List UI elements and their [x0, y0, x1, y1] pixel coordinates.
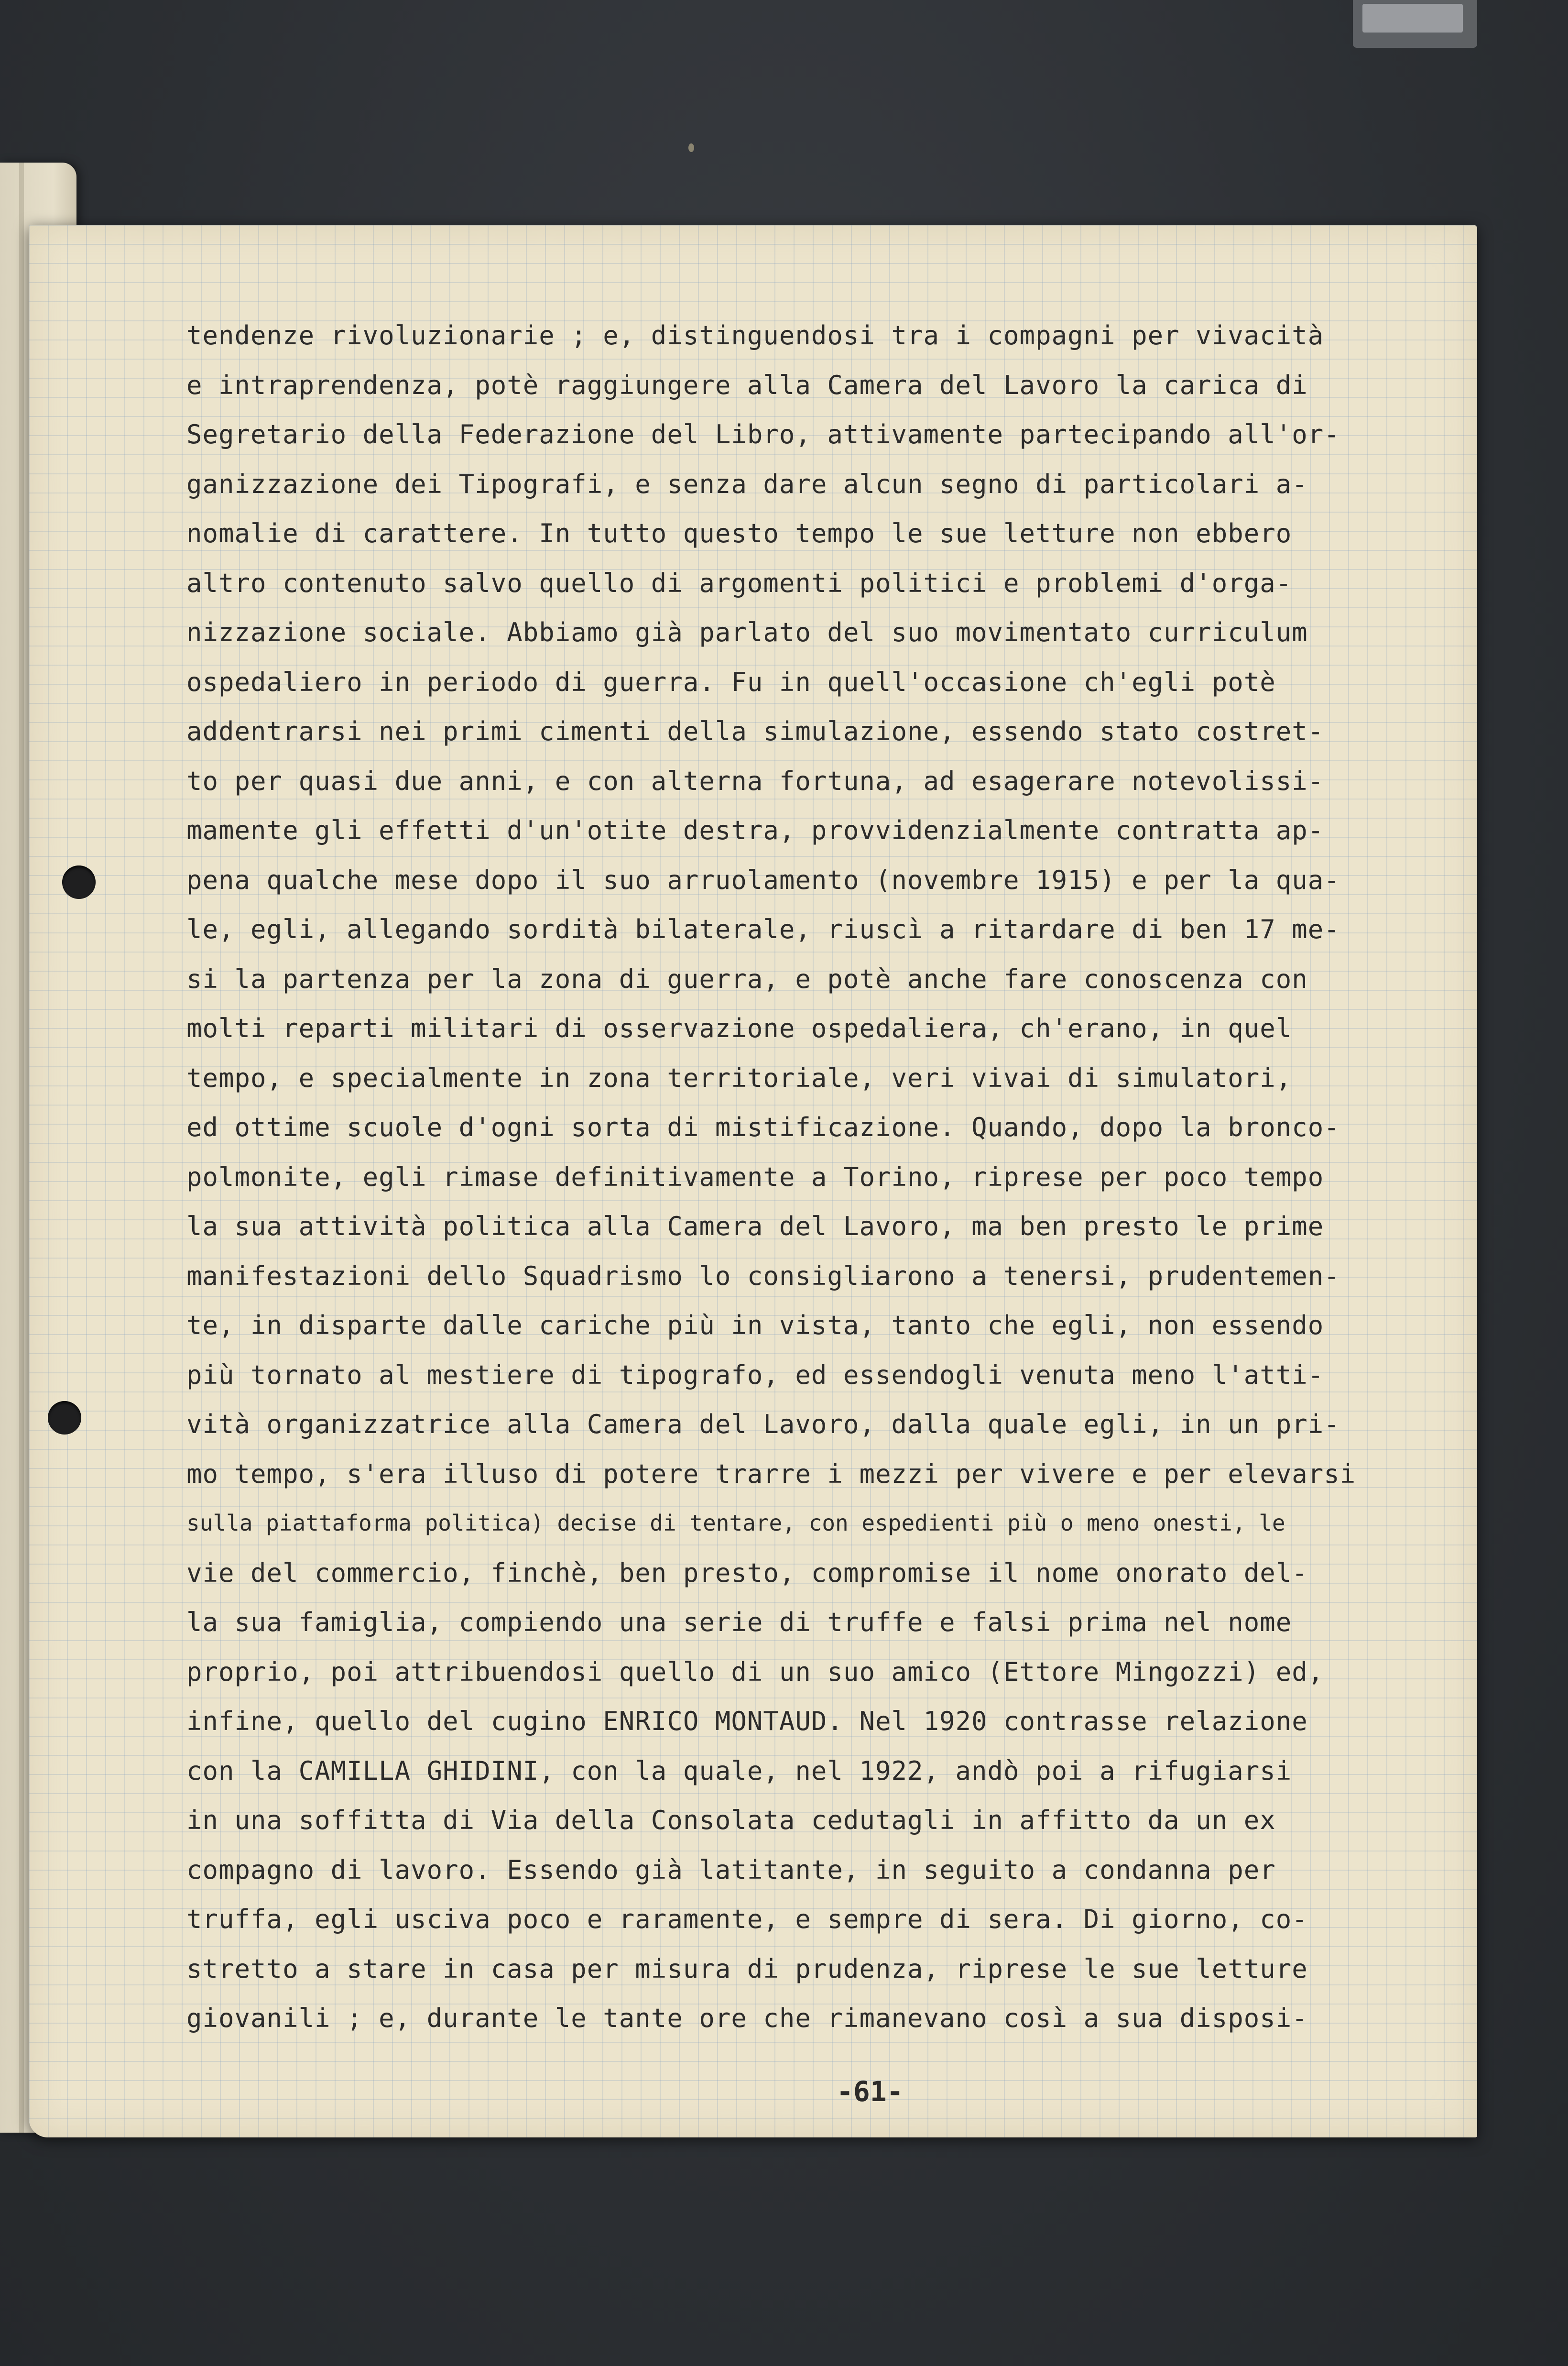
text-line: più tornato al mestiere di tipografo, ed essendogli venuta meno l'atti-: [186, 1359, 1324, 1390]
text-line: polmonite, egli rimase definitivamente a Torino, riprese per poco tempo: [186, 1161, 1324, 1192]
text-line: nomalie di carattere. In tutto questo tempo le sue letture non ebbero: [186, 518, 1292, 548]
text-line: la sua attività politica alla Camera del Lavoro, ma ben presto le prime: [186, 1211, 1324, 1241]
text-line: ed ottime scuole d'ogni sorta di mistificazione. Quando, dopo la bronco-: [186, 1112, 1340, 1142]
text-line: pena qualche mese dopo il suo arruolamento (novembre 1915) e per la qua-: [186, 865, 1340, 895]
text-line: to per quasi due anni, e con alterna fortuna, ad esagerare notevolissi-: [186, 766, 1324, 796]
text-line: in una soffitta di Via della Consolata cedutagli in affitto da un ex: [186, 1805, 1276, 1835]
text-line: altro contenuto salvo quello di argomenti politici e problemi d'orga-: [186, 568, 1292, 598]
text-line: si la partenza per la zona di guerra, e potè anche fare conoscenza con: [186, 964, 1308, 994]
text-line: vie del commercio, finchè, ben presto, compromise il nome onorato del-: [186, 1557, 1308, 1588]
text-line: mo tempo, s'era illuso di potere trarre i mezzi per vivere e per elevarsi: [186, 1458, 1356, 1489]
text-line: tendenze rivoluzionarie ; e, distinguendosi tra i compagni per vivacità: [186, 320, 1324, 351]
punch-hole-top: [62, 865, 96, 899]
text-line: giovanili ; e, durante le tante ore che rimanevano così a sua disposi-: [186, 2003, 1308, 2033]
text-line: infine, quello del cugino ENRICO MONTAUD. Nel 1920 contrasse relazione: [186, 1706, 1308, 1736]
text-line: sulla piattaforma politica) decise di tentare, con espedienti più o meno onesti, le: [186, 1510, 1285, 1536]
text-line: truffa, egli usciva poco e raramente, e sempre di sera. Di giorno, co-: [186, 1904, 1308, 1934]
text-line: la sua famiglia, compiendo una serie di truffe e falsi prima nel nome: [186, 1607, 1292, 1637]
text-line: tempo, e specialmente in zona territoriale, veri vivai di simulatori,: [186, 1063, 1292, 1093]
punch-hole-bottom: [48, 1401, 81, 1435]
text-line: te, in disparte dalle cariche più in vista, tanto che egli, non essendo: [186, 1310, 1324, 1340]
text-line: ospedaliero in periodo di guerra. Fu in quell'occasione ch'egli potè: [186, 667, 1276, 697]
text-line: nizzazione sociale. Abbiamo già parlato del suo movimentato curriculum: [186, 617, 1308, 647]
archive-label-patch: [1362, 4, 1463, 33]
text-line: e intraprendenza, potè raggiungere alla Camera del Lavoro la carica di: [186, 370, 1308, 400]
text-line: molti reparti militari di osservazione ospedaliera, ch'erano, in quel: [186, 1013, 1292, 1043]
text-line: le, egli, allegando sordità bilaterale, riuscì a ritardare di ben 17 me-: [186, 914, 1340, 944]
text-line: addentrarsi nei primi cimenti della simulazione, essendo stato costret-: [186, 716, 1324, 746]
text-line: ganizzazione dei Tipografi, e senza dare alcun segno di particolari a-: [186, 469, 1308, 499]
text-line: proprio, poi attribuendosi quello di un suo amico (Ettore Mingozzi) ed,: [186, 1656, 1324, 1687]
ink-speck: [688, 143, 694, 152]
text-line: mamente gli effetti d'un'otite destra, provvidenzialmente contratta ap-: [186, 815, 1324, 845]
page-number: -61-: [837, 2075, 904, 2108]
text-line: compagno di lavoro. Essendo già latitante, in seguito a condanna per: [186, 1854, 1276, 1885]
text-line: con la CAMILLA GHIDINI, con la quale, nel 1922, andò poi a rifugiarsi: [186, 1755, 1292, 1786]
text-line: Segretario della Federazione del Libro, attivamente partecipando all'or-: [186, 419, 1340, 449]
left-page-fold: [19, 163, 24, 2133]
text-line: manifestazioni dello Squadrismo lo consigliarono a tenersi, prudentemen-: [186, 1260, 1340, 1291]
typewritten-text: [186, 311, 1477, 2043]
text-line: stretto a stare in casa per misura di prudenza, riprese le sue letture: [186, 1953, 1308, 1984]
text-line: vità organizzatrice alla Camera del Lavoro, dalla quale egli, in un pri-: [186, 1409, 1340, 1439]
